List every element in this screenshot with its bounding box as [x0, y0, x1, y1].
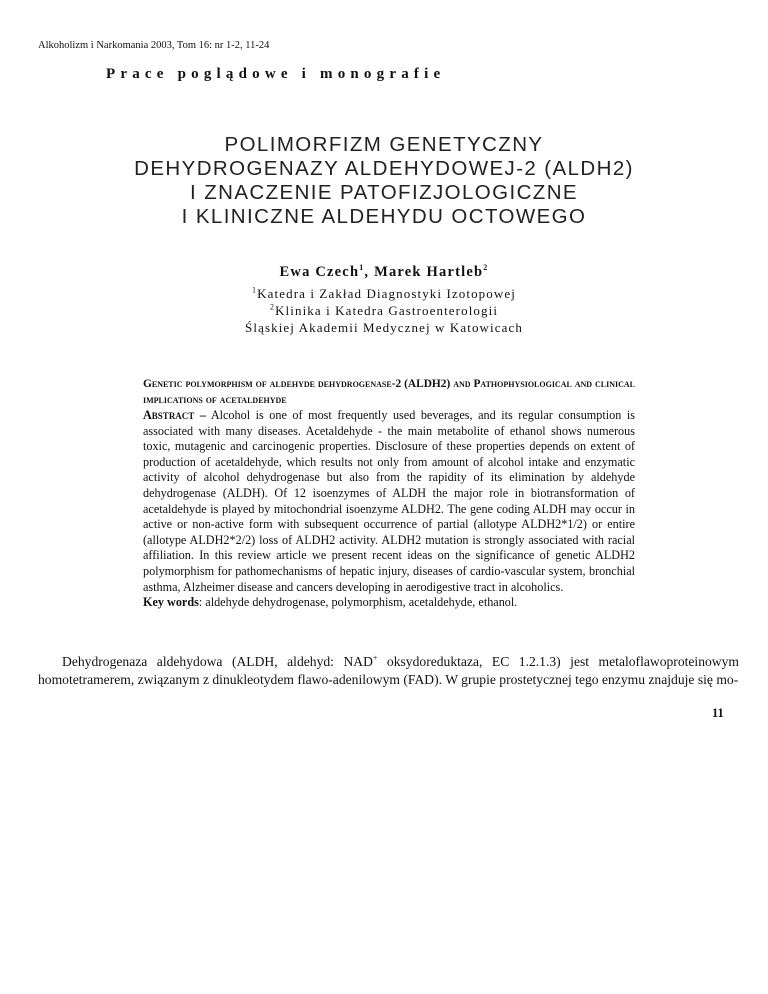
- affiliation-text: Katedra i Zakład Diagnostyki Izotopowej: [257, 286, 516, 301]
- body-text-part: oksydoreduktaza, EC 1.2.1.3) jest metaloflawoproteinowym homotetramerem, związanym z dinukleotydem flawo-adenilowym (FAD). W grupie prostetycznej tego enzymu znajduje się mo-: [38, 654, 739, 688]
- affiliation: [0, 303, 768, 319]
- author-affiliation-mark: 1: [359, 263, 365, 273]
- affiliation-mark: 2: [269, 302, 276, 312]
- title-line: I KLINICZNE ALDEHYDU OCTOWEGO: [181, 205, 587, 228]
- abstract: [143, 408, 635, 595]
- author-separator: ,: [364, 264, 375, 280]
- keywords: [143, 595, 635, 611]
- author-list: [0, 264, 768, 281]
- author-name: Ewa Czech: [279, 264, 360, 280]
- affiliation-text: Śląskiej Akademii Medycznej w Katowicach: [245, 320, 523, 335]
- affiliation-text: Klinika i Katedra Gastroenterologii: [275, 303, 499, 318]
- abstract-text: Alcohol is one of most frequently used beverages, and its regular consumption is associated with many diseases. Acetaldehyde - the main metabolite of ethanol shows numerous toxic, mutagenic and carcinogenic properties. Disclosure of these properties depends on extent of production of acetaldehyde, which results not only from amount of alcohol intake and enzymatic activity of alcohol dehydrogenase but also from the rapidity of its elimination by aldehyde dehydrogenase (ALDH). Of 12 isoenzymes of ALDH the major role in biotransformation of acetaldehyde is played by mitochondrial isoenzyme ALDH2. The gene coding ALDH may occur in active or non-active form with subsequent occurrence of partial (allotype ALDH2*1/2) or entire (allotype ALDH2*2/2) loss of ALDH2 activity. ALDH2 mutation is strongly associated with racial affiliation. In this review article we present recent ideas on the significance of genetic ALDH2 polymorphism for pathomechanisms of hepatic injury, diseases of cardio-vascular system, bronchial asthma, Alzheimer disease and cancers developing in aerodigestive tract in alcoholics.: [143, 408, 635, 594]
- author-name: Marek Hartleb: [374, 264, 484, 280]
- body-text-part: Dehydrogenaza aldehydowa (ALDH, aldehyd: NAD: [62, 654, 373, 669]
- article-title: [0, 133, 768, 229]
- section-header: Prace poglądowe i monografie: [106, 66, 446, 82]
- title-line: POLIMORFIZM GENETYCZNY: [224, 133, 544, 156]
- title-line: DEHYDROGENAZY ALDEHYDOWEJ-2 (ALDH2): [134, 157, 634, 180]
- keywords-text: : aldehyde dehydrogenase, polymorphism, acetaldehyde, ethanol.: [198, 595, 518, 610]
- body-paragraph: [38, 653, 739, 689]
- journal-citation: Alkoholizm i Narkomania 2003, Tom 16: nr 1-2, 11-24: [38, 40, 270, 51]
- abstract-block: [143, 376, 635, 611]
- affiliation: [0, 286, 768, 302]
- english-title: Genetic polymorphism of aldehyde dehydrogenase-2 (ALDH2) and Pathophysiological and clinical implications of acetaldehyde: [143, 378, 635, 406]
- keywords-label: Key words: [143, 595, 199, 610]
- affiliation-mark: 1: [252, 285, 258, 295]
- superscript: +: [372, 653, 378, 663]
- page-number: 11: [712, 706, 724, 720]
- author-affiliation-mark: 2: [483, 263, 489, 273]
- title-line: I ZNACZENIE PATOFIZJOLOGICZNE: [190, 181, 578, 204]
- affiliation: [0, 320, 768, 336]
- abstract-label: Abstract –: [143, 408, 206, 422]
